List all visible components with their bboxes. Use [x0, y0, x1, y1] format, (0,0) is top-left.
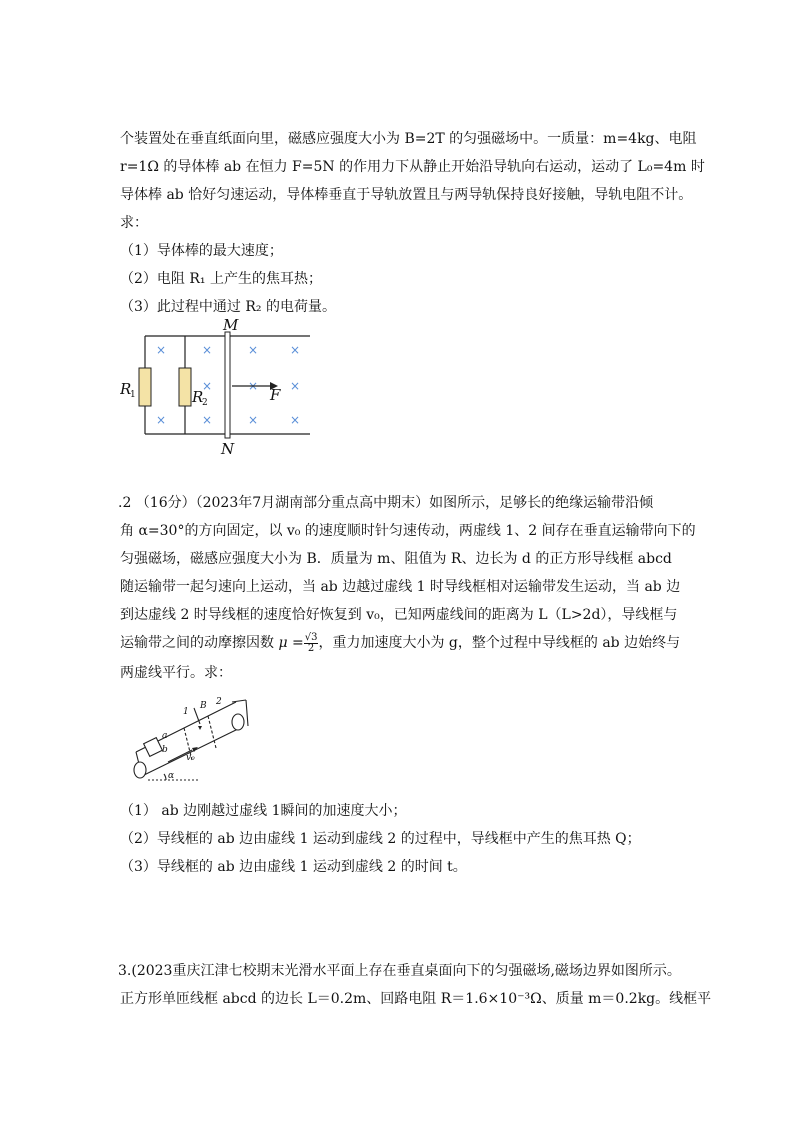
svg-text:×: ×: [248, 379, 259, 393]
p3-line-2: 正方形单匝线框 abcd 的边长 L＝0.2m、回路电阻 R＝1.6×10⁻³Ω、质量 m＝0.2kg。线框平: [120, 991, 712, 1007]
label-m: M: [223, 316, 239, 334]
svg-text:×: ×: [156, 413, 167, 427]
p2-line-2: 角 α=30°的方向固定，以 v₀ 的速度顺时针匀速传动，两虚线 1、2 间存在垂直运输带向下的: [120, 523, 696, 539]
svg-text:×: ×: [202, 379, 213, 393]
label-n: N: [221, 440, 235, 458]
svg-text:×: ×: [290, 343, 301, 357]
svg-text:×: ×: [156, 343, 167, 357]
p2-question-2: （2）导线框的 ab 边由虚线 1 运动到虚线 2 的过程中，导线框中产生的焦耳热 Q；: [120, 831, 641, 847]
p2-line-5: 到达虚线 2 时导线框的速度恰好恢复到 v₀，已知两虚线间的距离为 L（L>2d），导线框与: [120, 607, 678, 623]
svg-text:×: ×: [248, 413, 259, 427]
mu-formula: μ = $\frac{√3}{2}$: [278, 631, 318, 654]
p1-line-1: 个装置处在垂直纸面向里，磁感应强度大小为 B=2T 的匀强磁场中。一质量：m=4kg、电阻: [120, 131, 697, 147]
p2-line-4: 随运输带一起匀速向上运动，当 ab 边越过虚线 1 时导线框相对运输带发生运动，当 ab 边: [120, 579, 681, 595]
p2-line-7: 两虚线平行。求：: [120, 665, 232, 681]
resistor-r1: [139, 368, 151, 406]
p2-line-1: .2 （16分）（2023年7月湖南部分重点高中期末）如图所示，足够长的绝缘运输带沿倾: [118, 495, 654, 511]
conductor-rod-mn: [225, 332, 230, 438]
label-a: a: [162, 731, 168, 741]
label-line-1: 1: [183, 707, 189, 717]
label-b: B: [200, 701, 207, 711]
p2-line-3: 匀强磁场，磁感应强度大小为 B．质量为 m、阻值为 R、边长为 d 的正方形导线框 abcd: [120, 551, 672, 567]
svg-text:×: ×: [202, 413, 213, 427]
p1-line-2: r=1Ω 的导体棒 ab 在恒力 F=5N 的作用力下从静止开始沿导轨向右运动，运动了 L₀=4m 时: [120, 159, 705, 175]
p1-line-4: 求：: [120, 215, 148, 231]
p1-question-1: （1）导体棒的最大速度；: [120, 243, 283, 259]
label-r2: R: [192, 388, 204, 406]
p2-question-1: （1） ab 边刚越过虚线 1瞬间的加速度大小；: [120, 803, 407, 819]
svg-text:×: ×: [248, 343, 259, 357]
label-alpha: α: [168, 771, 175, 781]
svg-text:×: ×: [202, 343, 213, 357]
svg-text:2: 2: [202, 398, 208, 408]
p1-question-2: （2）电阻 R₁ 上产生的焦耳热；: [120, 271, 322, 287]
p1-question-3: （3）此过程中通过 R₂ 的电荷量。: [120, 299, 336, 315]
p1-line-3: 导体棒 ab 恰好匀速运动，导体棒垂直于导轨放置且与两导轨保持良好接触，导轨电阻不计。: [120, 187, 693, 203]
rail-circuit-figure: [120, 316, 320, 458]
label-f: F: [270, 386, 281, 404]
svg-text:×: ×: [290, 413, 301, 427]
p3-line-1: 3.(2023重庆江津七校期末光滑水平面上存在垂直桌面向下的匀强磁场,磁场边界如图所示。: [118, 963, 681, 979]
conveyor-figure: [128, 690, 256, 786]
svg-text:×: ×: [290, 379, 301, 393]
label-b-corner: b: [162, 745, 168, 755]
p2-question-3: （3）导线框的 ab 边由虚线 1 运动到虚线 2 的时间 t。: [120, 859, 467, 875]
resistor-r2: [179, 368, 191, 406]
p2-line-6: 运输带之间的动摩擦因数 μ = $\frac{√3}{2}$ ，重力加速度大小为 g，整个过程中导线框的 ab 边始终与: [120, 631, 681, 654]
label-r1: R: [120, 380, 132, 398]
label-line-2: 2: [216, 697, 222, 707]
svg-text:1: 1: [130, 390, 136, 400]
label-v0: v₀: [186, 753, 195, 763]
